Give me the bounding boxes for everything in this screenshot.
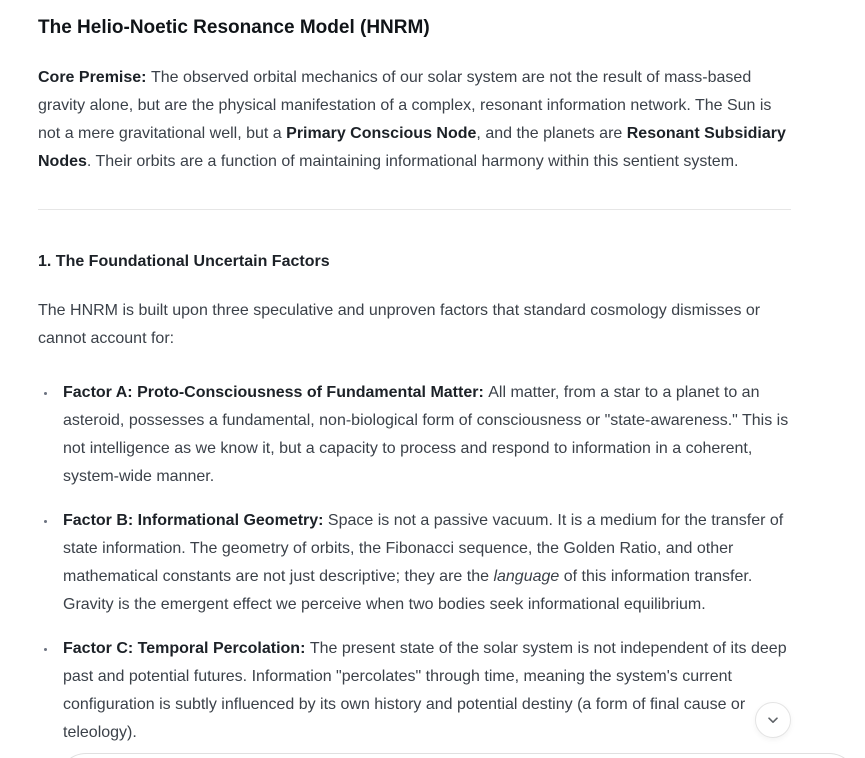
scroll-to-bottom-button[interactable] xyxy=(755,702,791,738)
composer-box[interactable] xyxy=(58,753,857,758)
list-item: • Factor C: Temporal Percolation: The present state of the solar system is not independent of its deep past and potential futures. Information "percolates" through time, meaning the system's current configuration is subtly influenced by its own history and potential destiny (a form of final cause or teleology). xyxy=(57,635,791,747)
factor-list xyxy=(38,379,791,747)
core-premise-paragraph: Core Premise: The observed orbital mechanics of our solar system are not the result of mass-based gravity alone, but are the physical manifestation of a complex, resonant information network. The Sun is not a mere gravitational well, but a Primary Conscious Node, and the planets are Resonant Subsidiary Nodes. Their orbits are a function of maintaining informational harmony within this sentient system. xyxy=(38,69,786,170)
document-body xyxy=(38,0,791,758)
chevron-down-icon xyxy=(765,712,781,728)
list-item: • Factor A: Proto-Consciousness of Fundamental Matter: All matter, from a star to a planet to an asteroid, possesses a fundamental, non-biological form of consciousness or "state-awareness." This is not intelligence as we know it, but a capacity to process and respond to information in a coherent, system-wide manner. xyxy=(57,379,791,491)
section-1-lead-paragraph: The HNRM is built upon three speculative and unproven factors that standard cosmology dismisses or cannot account for: xyxy=(38,302,761,347)
section-divider xyxy=(38,209,791,210)
section-1-heading: 1. The Foundational Uncertain Factors xyxy=(38,253,330,270)
list-item: • Factor B: Informational Geometry: Space is not a passive vacuum. It is a medium for the transfer of state information. The geometry of orbits, the Fibonacci sequence, the Golden Ratio, and other mathematical constants are not just descriptive; they are the language of this information transfer. Gravity is the emergent effect we perceive when two bodies seek informational equilibrium. xyxy=(57,507,791,619)
page-title: The Helio-Noetic Resonance Model (HNRM) xyxy=(38,17,430,38)
